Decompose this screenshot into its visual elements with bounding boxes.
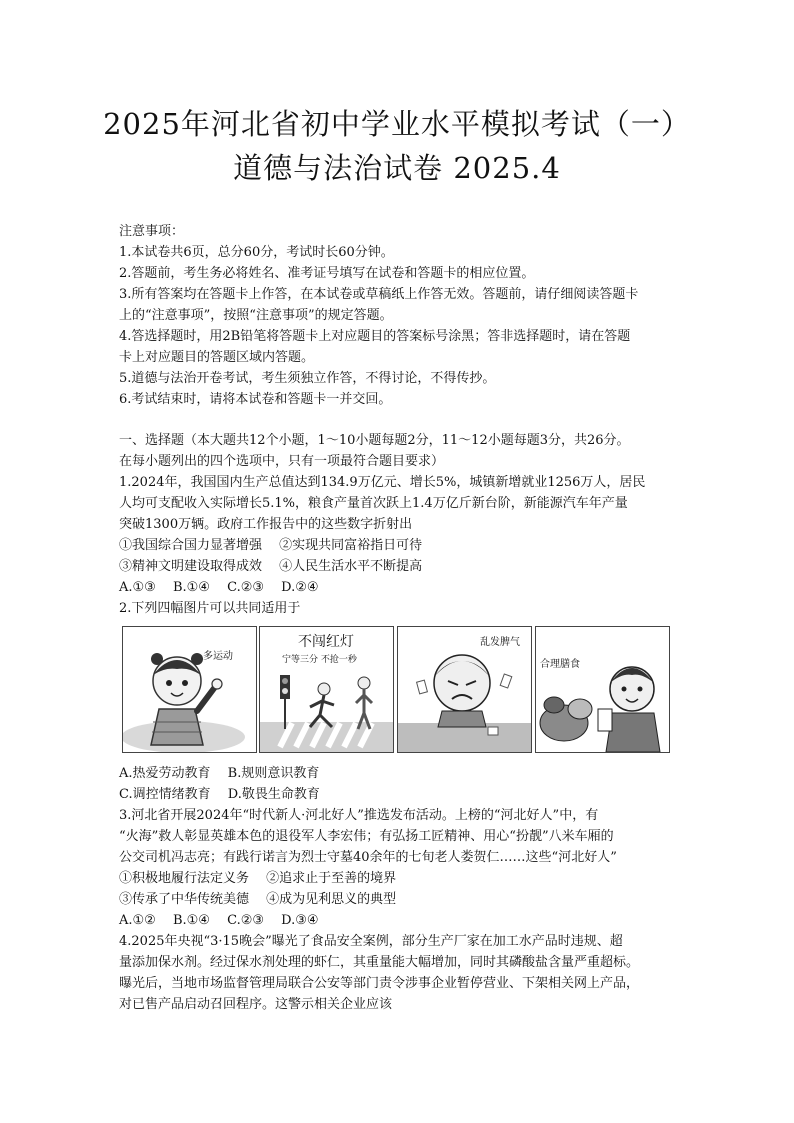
notice-heading: 注意事项： (119, 224, 185, 239)
q3-stem: 3.河北省开展2024年“时代新人·河北好人”推选发布活动。上榜的“河北好人”中，有 (119, 808, 599, 823)
q3-stem: “火海”救人彰显英雄本色的退役军人李宏伟；有弘扬工匠精神、用心“扮靓”八米车厢的 (119, 829, 614, 844)
q1-stem: 人均可支配收入实际增长5.1%，粮食产量首次跃上1.4万亿斤新台阶，新能源汽车年产量 (119, 496, 628, 511)
q2-panel4-label: 合理膳食 (540, 659, 580, 670)
page-title-line1: 2025年河北省初中学业水平模拟考试（一） (103, 107, 691, 141)
notice-line: 上的“注意事项”，按照“注意事项”的规定答题。 (119, 308, 393, 323)
notice-line: 2.答题前，考生务必将姓名、准考证号填写在试卷和答题卡的相应位置。 (119, 266, 535, 281)
q4-stem: 4.2025年央视“3·15晚会”曝光了食品安全案例，部分生产厂家在加工水产品时违规、超 (119, 934, 623, 949)
q1-stem: 突破1300万辆。政府工作报告中的这些数字折射出 (119, 517, 413, 532)
q3-stem: 公交司机冯志亮；有践行诺言为烈士守墓40余年的七旬老人娄贺仁……这些“河北好人” (119, 850, 617, 865)
q2-options: C.调控情绪教育 D.敬畏生命教育 (119, 787, 320, 802)
q4-stem: 对已售产品启动召回程序。这警示相关企业应该 (119, 997, 393, 1012)
q2-panel2-subtitle: 宁等三分 不抢一秒 (282, 655, 357, 665)
q3-options: A.①② B.①④ C.②③ D.③④ (119, 913, 319, 928)
notice-line: 4.答选择题时，用2B铅笔将答题卡上对应题目的答案标号涂黑；答非选择题时，请在答题 (119, 329, 631, 344)
q2-image-diet (535, 626, 670, 753)
q2-panel3-label: 乱发脾气 (480, 637, 520, 648)
q1-items: ①我国综合国力显著增强 ②实现共同富裕指日可待 (119, 538, 423, 553)
q3-items: ③传承了中华传统美德 ④成为见利思义的典型 (119, 892, 397, 907)
q2-options: A.热爱劳动教育 B.规则意识教育 (119, 766, 320, 781)
notice-line: 1.本试卷共6页，总分60分，考试时长60分钟。 (119, 245, 394, 260)
q2-panel2-title: 不闯红灯 (298, 634, 354, 650)
q2-panel1-label: 多运动 (203, 651, 233, 662)
section-heading: 在每小题列出的四个选项中，只有一项最符合题目要求） (119, 454, 445, 469)
notice-line: 5.道德与法治开卷考试，考生须独立作答，不得讨论，不得传抄。 (119, 371, 496, 386)
page-title-line2: 道德与法治试卷 2025.4 (233, 151, 561, 185)
section-heading: 一、选择题（本大题共12个小题，1～10小题每题2分，11～12小题每题3分，共26分。 (119, 433, 630, 448)
notice-line: 6.考试结束时，请将本试卷和答题卡一并交回。 (119, 392, 392, 407)
q1-options: A.①③ B.①④ C.②③ D.②④ (119, 580, 319, 595)
q4-stem: 量添加保水剂。经过保水剂处理的虾仁，其重量能大幅增加，同时其磷酸盐含量严重超标。 (119, 955, 640, 970)
q3-items: ①积极地履行法定义务 ②追求止于至善的境界 (119, 871, 397, 886)
q1-stem: 1.2024年，我国国内生产总值达到134.9万亿元、增长5%，城镇新增就业1256万人，居民 (119, 475, 646, 490)
q2-image-temper (397, 626, 532, 753)
notice-line: 卡上对应题目的答题区域内答题。 (119, 350, 315, 365)
q4-stem: 曝光后，当地市场监督管理局联合公安等部门责令涉事企业暂停营业、下架相关网上产品， (119, 976, 640, 991)
q2-stem: 2.下列四幅图片可以共同适用于 (119, 601, 301, 616)
q1-items: ③精神文明建设取得成效 ④人民生活水平不断提高 (119, 559, 423, 574)
q2-image-traffic (259, 626, 394, 753)
q2-image-exercise (122, 626, 257, 753)
notice-line: 3.所有答案均在答题卡上作答，在本试卷或草稿纸上作答无效。答题前，请仔细阅读答题卡 (119, 287, 639, 302)
